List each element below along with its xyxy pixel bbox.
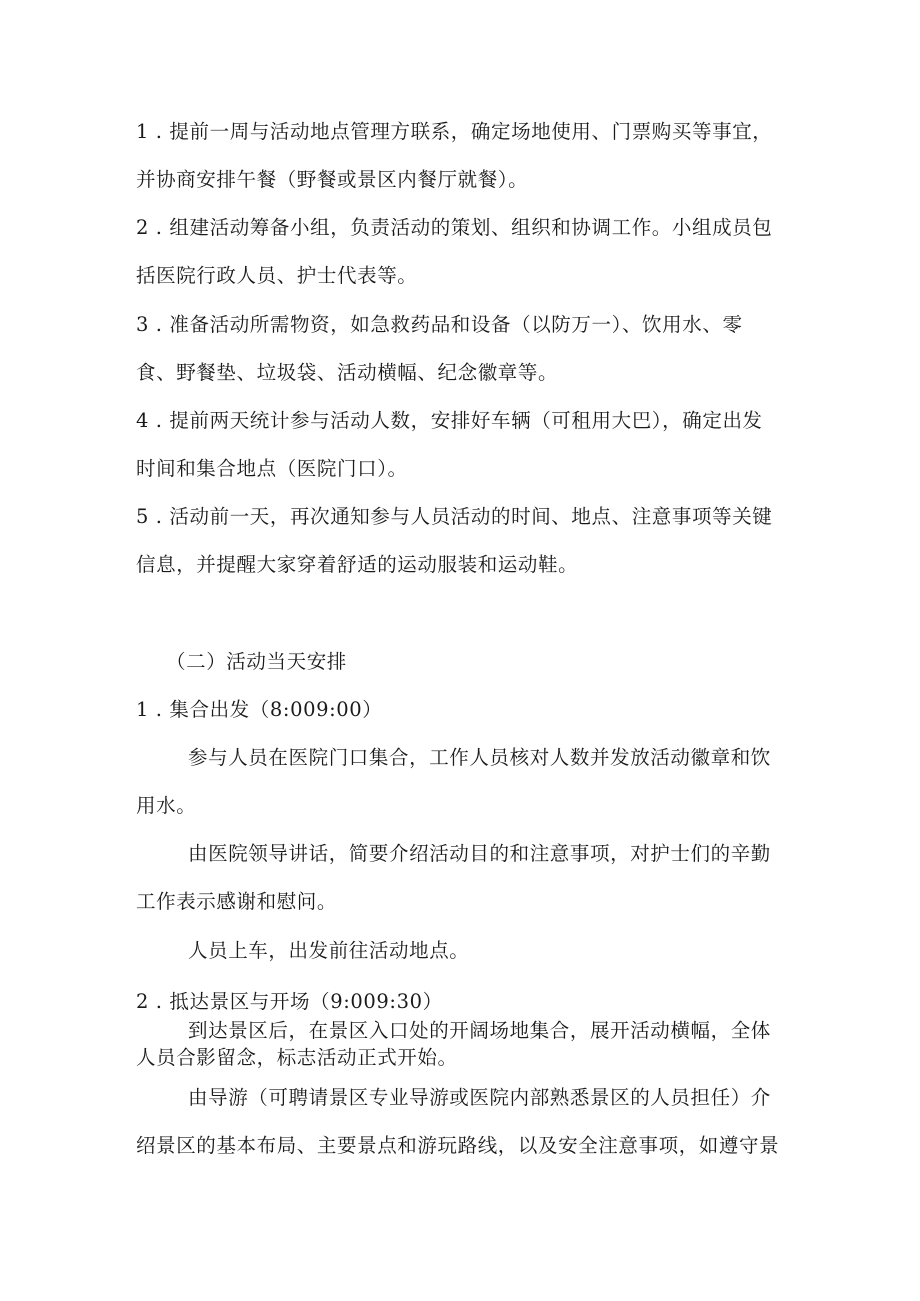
item-2-paragraph-1-line-2: 人员合影留念，标志活动正式开始。: [136, 1046, 458, 1069]
item-2-paragraph-2-line-1: 由导游（可聘请景区专业导游或医院内部熟悉景区的人员担任）介: [188, 1086, 771, 1109]
paragraph-5-line-2: 信息，并提醒大家穿着舒适的运动服装和运动鞋。: [136, 553, 579, 576]
item-2-paragraph-2-line-2: 绍景区的基本布局、主要景点和游玩路线，以及安全注意事项，如遵守景: [136, 1134, 780, 1157]
item-1-paragraph-1-line-1: 参与人员在医院门口集合，工作人员核对人数并发放活动徽章和饮: [188, 746, 771, 769]
item-1-paragraph-2-line-1: 由医院领导讲话，简要介绍活动目的和注意事项，对护士们的辛勤: [188, 842, 771, 865]
item-1-paragraph-2-line-2: 工作表示感谢和慰问。: [136, 890, 338, 913]
paragraph-4-line-1: 4 . 提前两天统计参与活动人数，安排好车辆（可租用大巴），确定出发: [136, 409, 763, 432]
item-2-paragraph-1-line-1: 到达景区后，在景区入口处的开阔场地集合，展开活动横幅，全体: [188, 1019, 771, 1042]
paragraph-5-line-1: 5 . 活动前一天，再次通知参与人员活动的时间、地点、注意事项等关键: [136, 505, 773, 528]
paragraph-1-line-1: 1 . 提前一周与活动地点管理方联系，确定场地使用、门票购买等事宜，: [136, 120, 773, 143]
paragraph-1-line-2: 并协商安排午餐（野餐或景区内餐厅就餐）。: [136, 168, 529, 191]
item-1-title: 1 . 集合出发（8:009:00）: [136, 698, 383, 721]
item-2-title: 2 . 抵达景区与开场（9:009:30）: [136, 990, 443, 1013]
section-heading: （二）活动当天安排: [166, 650, 347, 673]
item-1-paragraph-3: 人员上车，出发前往活动地点。: [188, 939, 470, 962]
paragraph-3-line-1: 3 . 准备活动所需物资，如急救药品和设备（以防万一）、饮用水、零: [136, 313, 743, 336]
paragraph-3-line-2: 食、野餐垫、垃圾袋、活动横幅、纪念徽章等。: [136, 361, 559, 384]
paragraph-2-line-2: 括医院行政人员、护士代表等。: [136, 264, 418, 287]
paragraph-2-line-1: 2 . 组建活动筹备小组，负责活动的策划、组织和协调工作。小组成员包: [136, 216, 773, 239]
paragraph-4-line-2: 时间和集合地点（医院门口）。: [136, 457, 408, 480]
item-1-paragraph-1-line-2: 用水。: [136, 794, 197, 817]
